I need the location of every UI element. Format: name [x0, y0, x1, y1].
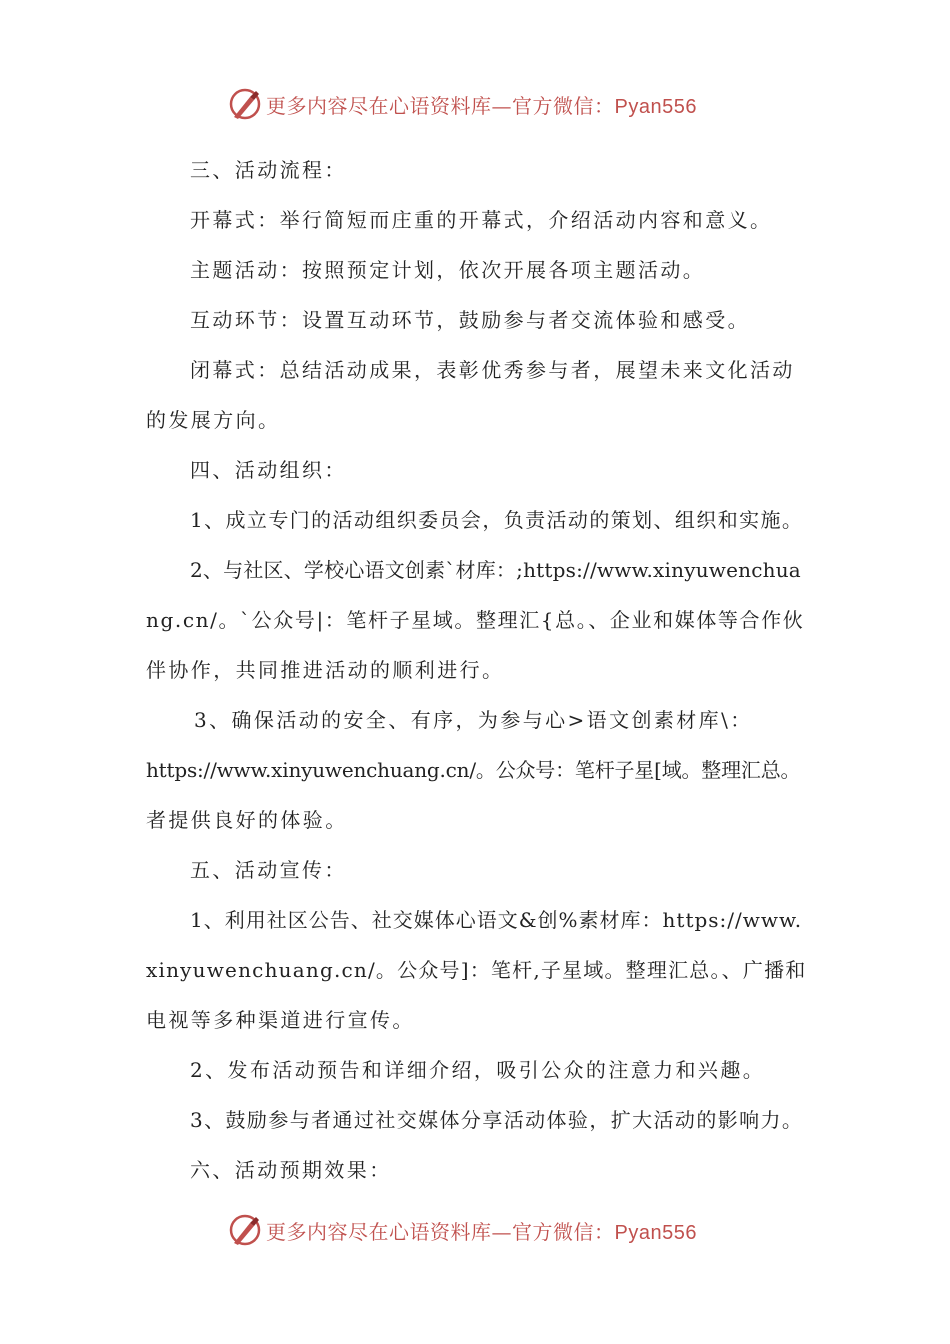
paragraph-line: 主题活动：按照预定计划，依次开展各项主题活动。 [190, 258, 706, 282]
paragraph-line: 1、利用社区公告、社交媒体心语文&创%素材库：https://www. [190, 908, 803, 932]
paragraph-line: 2、发布活动预告和详细介绍，吸引公众的注意力和兴趣。 [190, 1058, 766, 1082]
footer-banner [228, 1212, 697, 1248]
paragraph-line: 闭幕式：总结活动成果，表彰优秀参与者，展望未来文化活动 [190, 358, 795, 382]
banner-wechat: Pyan556 [614, 95, 697, 118]
paragraph-line: 互动环节：设置互动环节，鼓励参与者交流体验和感受。 [190, 308, 750, 332]
pen-logo-icon [228, 1213, 262, 1247]
pen-logo-icon [228, 87, 262, 121]
paragraph-line: 3、鼓励参与者通过社交媒体分享活动体验，扩大活动的影响力。 [190, 1108, 804, 1132]
paragraph-line: 2、与社区、学校心语文创素`材库：;https://www.xinyuwenchua [190, 558, 801, 582]
banner-label [266, 1216, 697, 1245]
banner-label [266, 90, 697, 119]
banner-wechat: Pyan556 [614, 1221, 697, 1244]
paragraph-line: 的发展方向。 [146, 408, 281, 432]
paragraph-line: xinyuwenchuang.cn/。公众号]：笔杆,子星域。整理汇总。、广播和 [146, 958, 807, 982]
section-heading: 六、活动预期效果： [190, 1158, 392, 1182]
section-heading: 五、活动宣传： [190, 858, 347, 882]
paragraph-line: 者提供良好的体验。 [146, 808, 348, 832]
paragraph-line: 1、成立专门的活动组织委员会，负责活动的策划、组织和实施。 [190, 508, 804, 532]
header-banner [228, 86, 697, 122]
paragraph-line: 开幕式：举行简短而庄重的开幕式，介绍活动内容和意义。 [190, 208, 773, 232]
document-body [146, 150, 806, 1200]
paragraph-line: 伴协作，共同推进活动的顺利进行。 [146, 658, 505, 682]
banner-text: 更多内容尽在心语资料库—官方微信： [266, 1219, 615, 1244]
banner-text: 更多内容尽在心语资料库—官方微信： [266, 93, 615, 118]
section-heading: 三、活动流程： [190, 158, 347, 182]
paragraph-line: 3、确保活动的安全、有序，为参与心>语文创素材库\： [194, 708, 753, 732]
paragraph-line: ng.cn/。`公众号|：笔杆子星域。整理汇{总。、企业和媒体等合作伙 [146, 608, 805, 632]
paragraph-line: 电视等多种渠道进行宣传。 [146, 1008, 415, 1032]
paragraph-line: https://www.xinyuwenchuang.cn/。公众号：笔杆子星[域。整理汇总。 [146, 758, 801, 782]
section-heading: 四、活动组织： [190, 458, 347, 482]
